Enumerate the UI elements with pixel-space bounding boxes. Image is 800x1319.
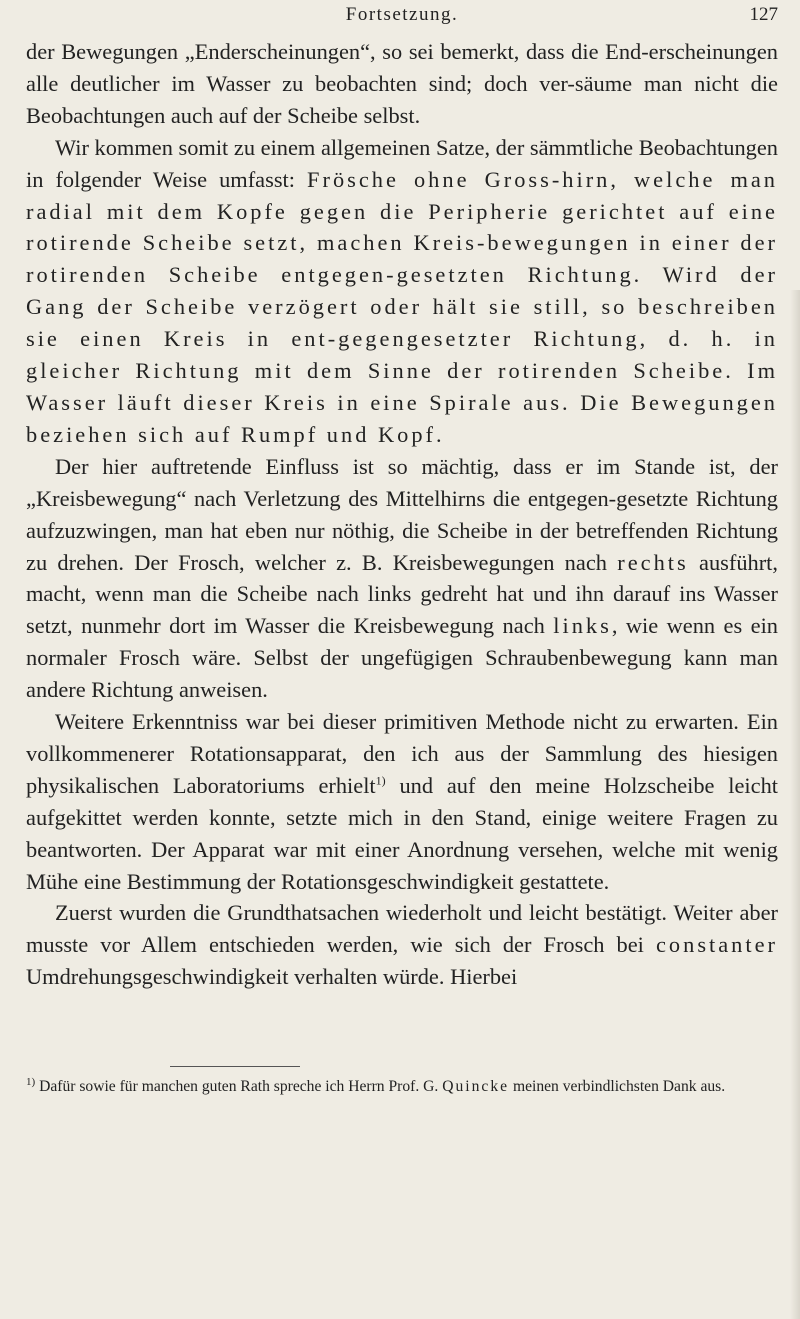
paragraph-4	[26, 706, 778, 897]
paragraph-5	[26, 897, 778, 993]
text-segment: Zuerst wurden die Grundthatsachen wiederholt und leicht bestätigt. Weiter aber musste vor Allem entschieden werden, wie sich der Frosch bei	[26, 900, 778, 958]
text-segment: Umdrehungsgeschwindigkeit verhalten würde. Hierbei	[26, 964, 518, 990]
text-segment: Der hier auftretende Einfluss ist so mächtig, dass er im Stande ist, der „Kreisbewegung“ nach Verletzung des Mittelhirns die entgegen-gesetzte Richtung aufzuzwingen, man hat eben nur nöthig, die Scheibe in der betreffenden Richtung zu drehen. Der Frosch, welcher z. B. Kreisbewegungen nach	[26, 453, 778, 575]
footnote-reference: 1)	[375, 773, 386, 788]
footnote	[26, 1076, 778, 1098]
spaced-emphasis: rechts	[617, 549, 689, 575]
body-text	[26, 36, 778, 993]
page-number: 127	[749, 4, 778, 25]
text-segment: Wir kommen somit zu einem allgemeinen Satze, der sämmtliche Beobachtungen in folgender Weise umfasst:	[26, 134, 778, 192]
text-segment: der Bewegungen „Enderscheinungen“, so sei bemerkt, dass die End-erscheinungen alle deutlicher im Wasser zu beobachten sind; doch ver-säume man nicht die Beobachtungen auch auf der Scheibe selbst.	[26, 39, 778, 128]
spaced-emphasis: constanter	[655, 932, 778, 958]
spaced-emphasis: links	[553, 613, 612, 639]
text-segment: und auf den meine Holzscheibe leicht aufgekittet werden konnte, setzte mich in den Stand, einige weitere Fragen zu beantworten. Der Apparat war mit einer Anordnung versehen, welche mit wenig Mühe eine Bestimmung der Rotationsgeschwindigkeit gestattete.	[26, 772, 779, 894]
spaced-emphasis: Frösche ohne Gross-hirn, welche man radial mit dem Kopfe gegen die Peripherie gerichtet auf eine rotirende Scheibe setzt, machen Kreis-bewegungen in einer der rotirenden Scheibe entgegen-gesetzten Richtung. Wird der Gang der Scheibe verzögert oder hält sie still, so beschreiben sie einen Kreis in ent-gegengesetzter Richtung, d. h. in gleicher Richtung mit dem Sinne der rotirenden Scheibe. Im Wasser läuft dieser Kreis in eine Spirale aus. Die Bewegungen beziehen sich auf Rumpf und Kopf.	[26, 166, 778, 447]
footnote-mark: 1)	[26, 1075, 36, 1088]
page-edge-shadow	[790, 290, 800, 1319]
paragraph-1	[26, 36, 778, 132]
footnote-text: meinen verbindlichsten Dank aus.	[509, 1078, 726, 1095]
text-segment: Weitere Erkenntniss war bei dieser primitiven Methode nicht zu erwarten. Ein vollkommenerer Rotationsapparat, den ich aus der Sammlung des hiesigen physikalischen Laboratoriums erhielt	[26, 709, 778, 798]
footnote-divider	[170, 1066, 300, 1067]
paragraph-3	[26, 451, 778, 706]
paragraph-2	[26, 132, 778, 451]
running-title: Fortsetzung.	[345, 4, 459, 25]
text-segment: ausführt, macht, wenn man die Scheibe nach links gedreht hat und ihn darauf ins Wasser setzt, nunmehr dort im Wasser die Kreisbewegung nach	[26, 549, 778, 639]
footnote-text: Dafür sowie für manchen guten Rath spreche ich Herrn Prof. G.	[35, 1078, 443, 1095]
footnote-name: Quincke	[442, 1078, 510, 1095]
running-header	[26, 4, 778, 28]
text-segment: , wie wenn es ein normaler Frosch wäre. Selbst der ungefügigen Schraubenbewegung kann man andere Richtung anweisen.	[26, 613, 778, 703]
